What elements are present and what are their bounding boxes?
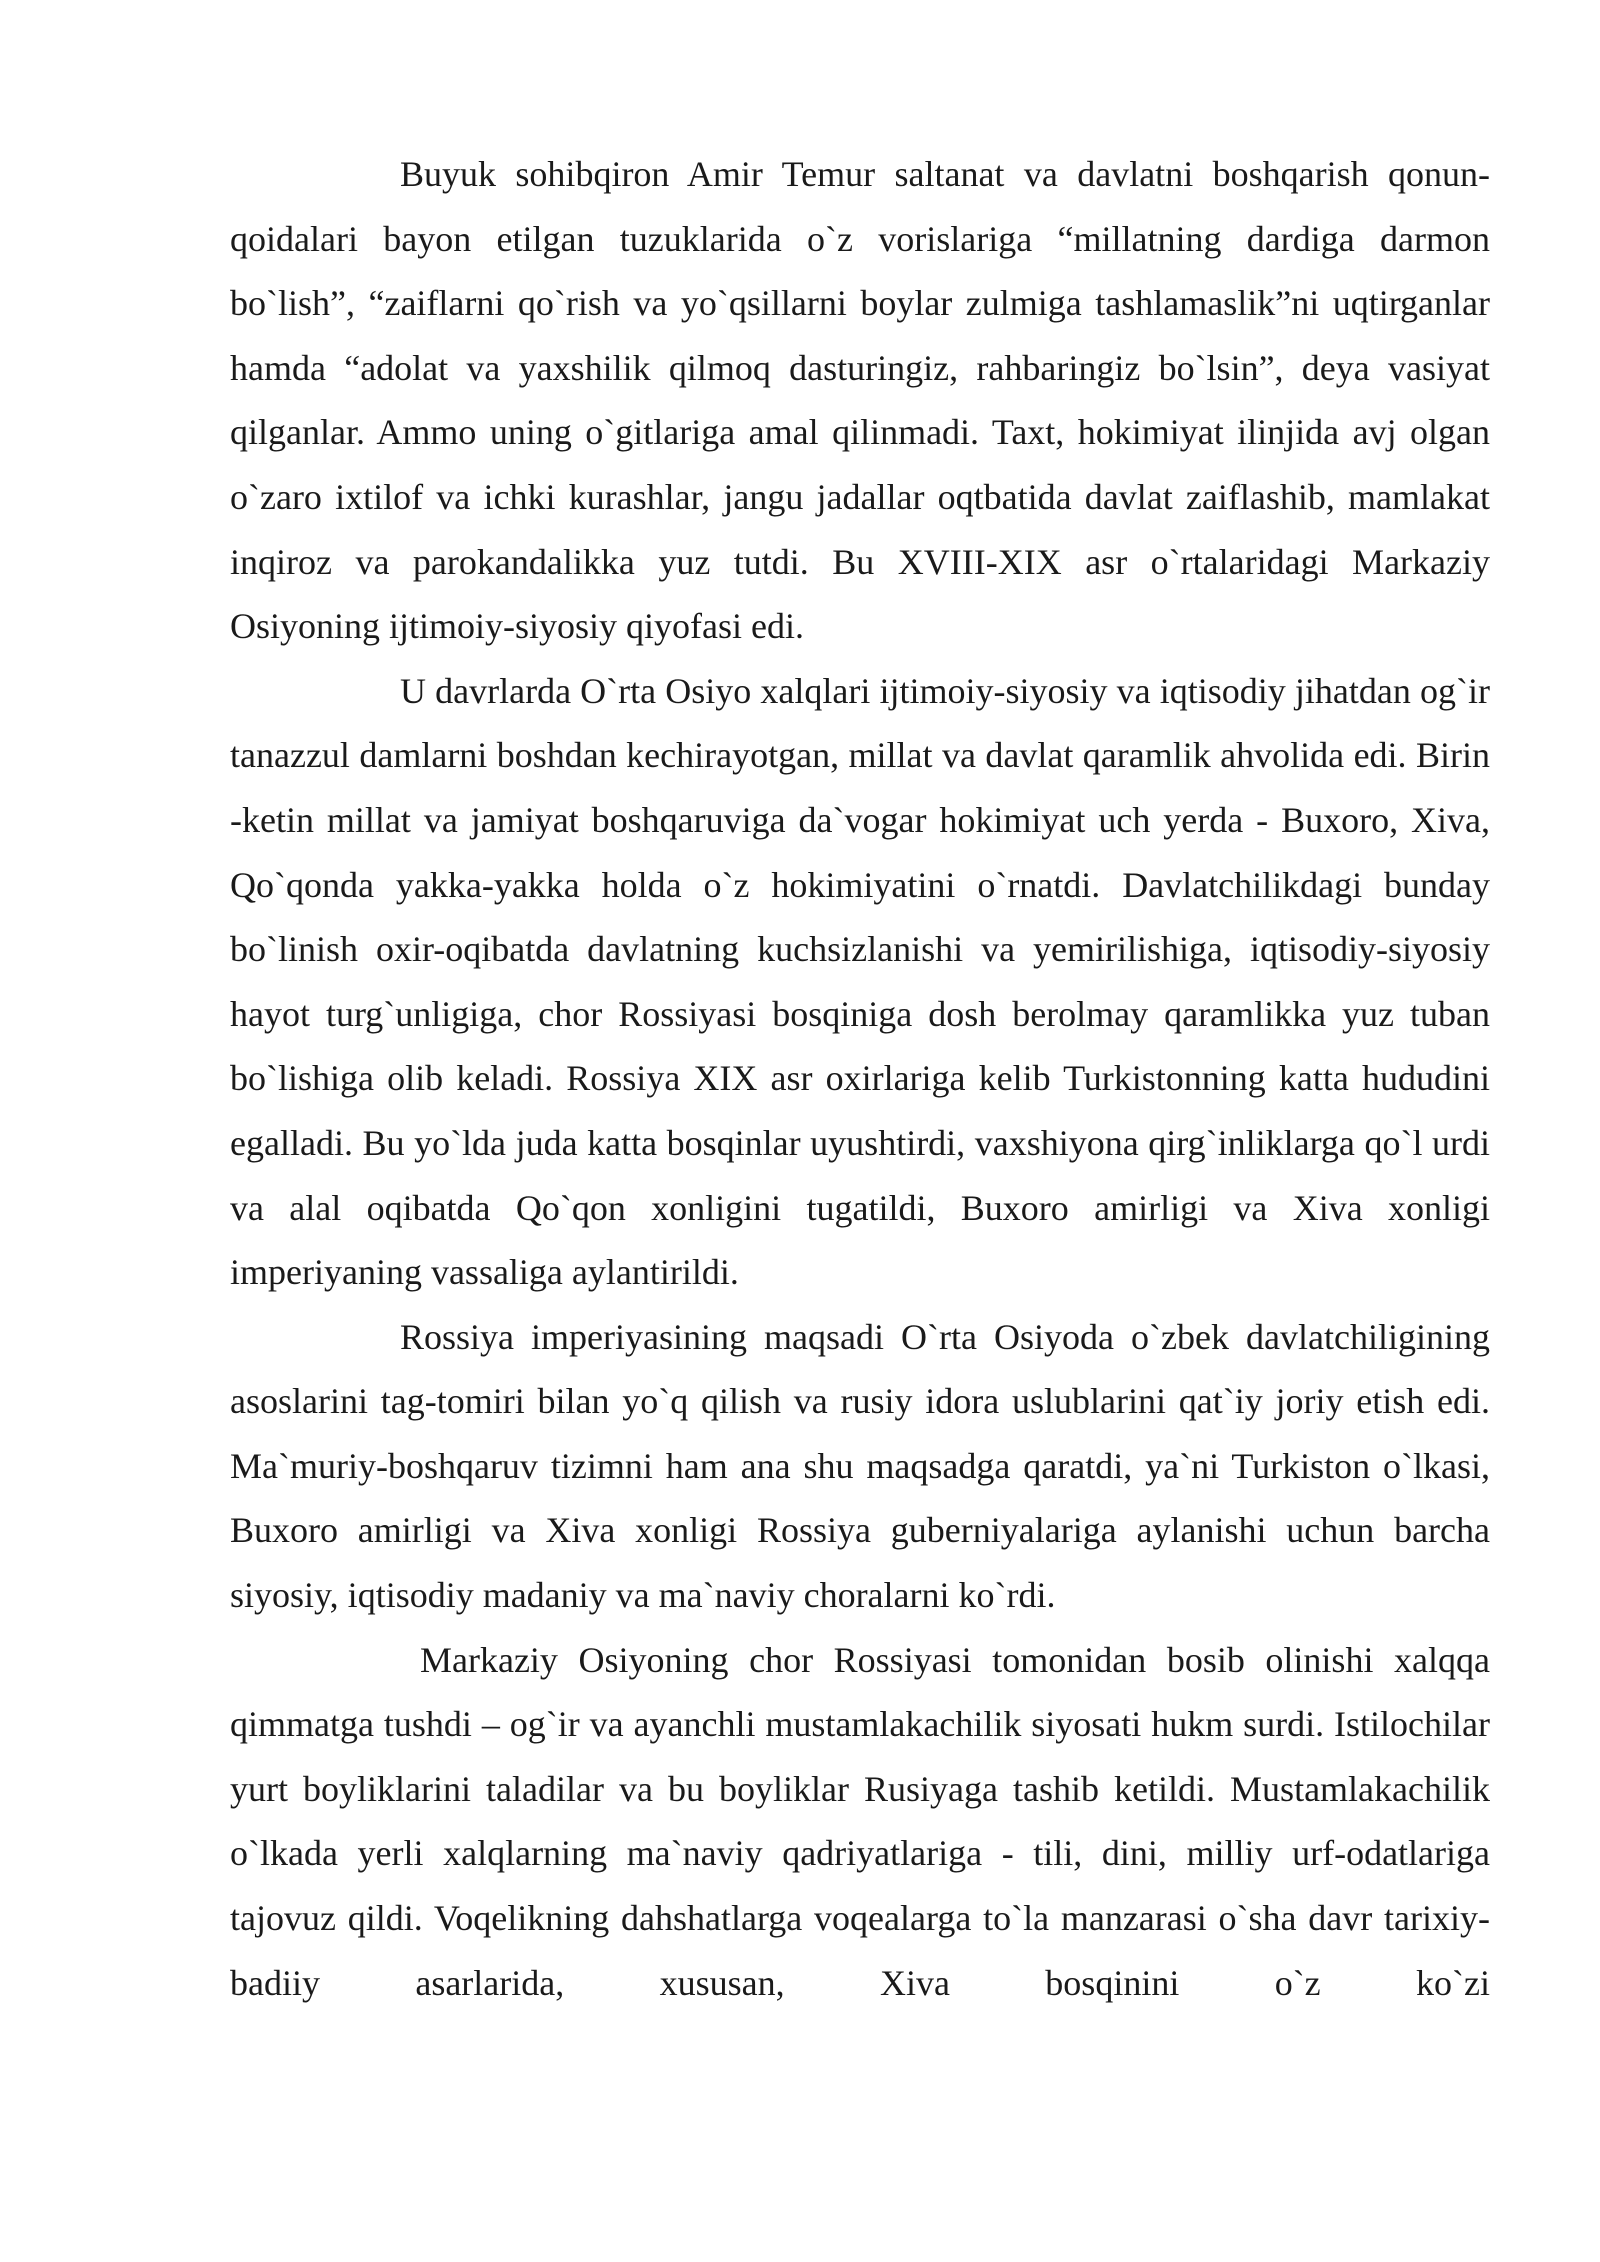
paragraph-temur-legacy: Buyuk sohibqiron Amir Temur saltanat va davlatni boshqarish qonun-qoidalari bayon etilgan tuzuklarida o`z vorislariga “millatning dardiga darmon bo`lish”, “zaiflarni qo`rish va yo`qsillarni boylar zulmiga tashlamaslik”ni uqtirganlar hamda “adolat va yaxshilik qilmoq dasturingiz, rahbaringiz bo`lsin”, deya vasiyat qilganlar. Ammo uning o`gitlariga amal qilinmadi. Taxt, hokimiyat ilinjida avj olgan o`zaro ixtilof va ichki kurashlar, jangu jadallar oqtbatida davlat zaiflashib, mamlakat inqiroz va parokandalikka yuz tutdi. Bu XVIII-XIX asr o`rtalaridagi Markaziy Osiyoning ijtimoiy-siyosiy qiyofasi edi. bbox=[230, 154, 1490, 647]
paragraph-colonial-policy: Markaziy Osiyoning chor Rossiyasi tomonidan bosib olinishi xalqqa qimmatga tushdi – og`ir va ayanchli mustamlakachilik siyosati hukm surdi. Istilochilar yurt boyliklarini taladilar va bu boyliklar Rusiyaga tashib ketildi. Mustamlakachilik o`lkada yerli xalqlarning ma`naviy qadriyatlariga - tili, dini, milliy urf-odatlariga tajovuz qildi. Voqelikning dahshatlarga voqealarga to`la manzarasi o`sha davr tarixiy-badiiy asarlarida, xususan, Xiva bosqinini o`z ko`zi bbox=[230, 1639, 1490, 2003]
paragraph-central-asia-decline: U davrlarda O`rta Osiyo xalqlari ijtimoiy-siyosiy va iqtisodiy jihatdan og`ir tanazzul damlarni boshdan kechirayotgan, millat va davlat qaramlik ahvolida edi. Birin -ketin millat va jamiyat boshqaruviga da`vogar hokimiyat uch yerda - Buxoro, Xiva, Qo`qonda yakka-yakka holda o`z hokimiyatini o`rnatdi. Davlatchilikdagi bunday bo`linish oxir-oqibatda davlatning kuchsizlanishi va yemirilishiga, iqtisodiy-siyosiy hayot turg`unligiga, chor Rossiyasi bosqiniga dosh berolmay qaramlikka yuz tuban bo`lishiga olib keladi. Rossiya XIX asr oxirlariga kelib Turkistonning katta hududini egalladi. Bu yo`lda juda katta bosqinlar uyushtirdi, vaxshiyona qirg`inliklarga qo`l urdi va alal oqibatda Qo`qon xonligini tugatildi, Buxoro amirligi va Xiva xonligi imperiyaning vassaliga aylantirildi. bbox=[230, 670, 1490, 1293]
paragraph-russian-empire-goal: Rossiya imperiyasining maqsadi O`rta Osiyoda o`zbek davlatchiligining asoslarini tag-tomiri bilan yo`q qilish va rusiy idora uslublarini qat`iy joriy etish edi. Ma`muriy-boshqaruv tizimni ham ana shu maqsadga qaratdi, ya`ni Turkiston o`lkasi, Buxoro amirligi va Xiva xonligi Rossiya guberniyalariga aylanishi uchun barcha siyosiy, iqtisodiy madaniy va ma`naviy choralarni ko`rdi. bbox=[230, 1316, 1490, 1616]
document-body bbox=[230, 142, 1490, 2015]
